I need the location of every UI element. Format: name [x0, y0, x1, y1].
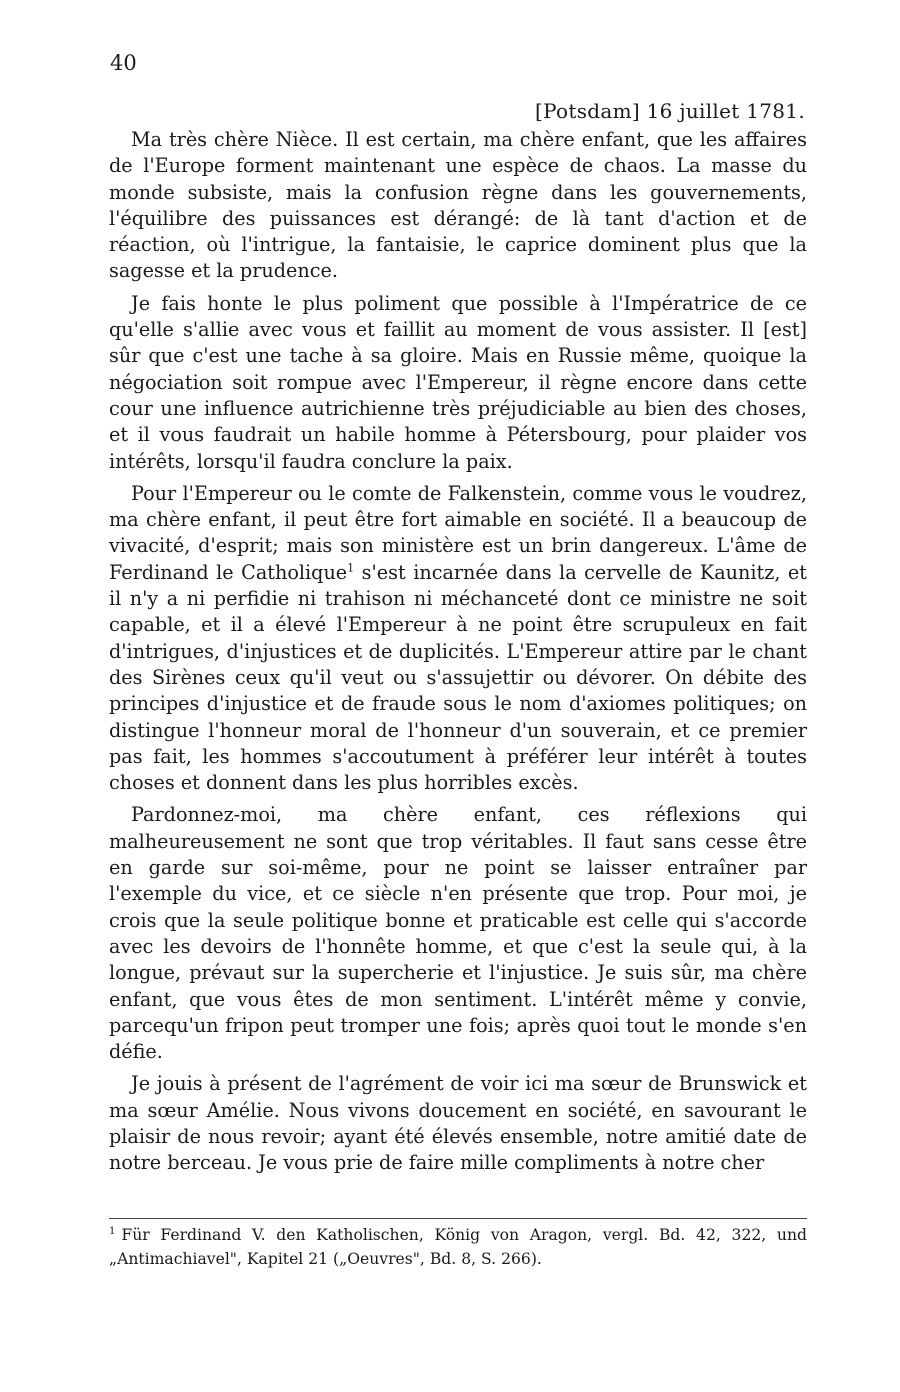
paragraph-2: Je fais honte le plus poliment que possible à l'Impératrice de ce qu'elle s'allie avec vous et faillit au moment de vous assister. Il [est] sûr que c'est une tache à sa gloire. Mais en Russie même, quoique la négociation soit rompue avec l'Empereur, il règne encore dans cette cour une influence autrichienne très préjudiciable au bien des choses, et il vous faudrait un habile homme à Pétersbourg, pour plaider vos intérêts, lorsqu'il faudra conclure la paix.: [109, 291, 807, 473]
footnote-reference-mark: 1: [347, 561, 355, 575]
footnote-divider: [109, 1218, 807, 1219]
page-number: 40: [110, 51, 137, 75]
paragraph-1: Ma très chère Nièce. Il est certain, ma chère enfant, que les affaires de l'Europe forment maintenant une espèce de chaos. La masse du monde subsiste, mais la confusion règne dans les gouvernements, l'équilibre des puissances est dérangé: de là tant d'action et de réaction, où l'intrigue, la fantaisie, le caprice dominent plus que la sagesse et la prudence.: [109, 128, 807, 283]
footnote-text: Für Ferdinand V. den Katholischen, König von Aragon, vergl. Bd. 42, 322, und „Antimachiavel", Kapitel 21 („Oeuvres", Bd. 8, S. 266).: [109, 1226, 807, 1268]
paragraph-5: Je jouis à présent de l'agrément de voir ici ma sœur de Brunswick et ma sœur Amélie. Nous vivons doucement en société, en savourant le plaisir de nous revoir; ayant été élevés ensemble, notre amitié date de notre berceau. Je vous prie de faire mille compliments à notre cher: [109, 1072, 807, 1175]
paragraph-3: [109, 481, 807, 797]
paragraph-4: Pardonnez-moi, ma chère enfant, ces réflexions qui malheureusement ne sont que trop véritables. Il faut sans cesse être en garde sur soi-même, pour ne point se laisser entraîner par l'exemple du vice, et ce siècle n'en présente que trop. Pour moi, je crois que la seule politique bonne et praticable est celle qui s'accorde avec les devoirs de l'honnête homme, et que c'est la seule qui, à la longue, prévaut sur la supercherie et l'injustice. Je suis sûr, ma chère enfant, que vous êtes de mon sentiment. L'intérêt même y convie, parcequ'un fripon peut tromper une fois; après quoi tout le monde s'en défie.: [109, 803, 807, 1064]
paragraph-3-part-1: Pour l'Empereur ou le comte de Falkenstein, comme vous le voudrez, ma chère enfant, il peut être fort aimable en société. Il a beaucoup de vivacité, d'esprit; mais son ministère est un brin dangereux. L'âme de Ferdinand le Catholique: [109, 481, 807, 584]
footnote: [109, 1223, 807, 1271]
footnote-number: 1: [109, 1225, 116, 1237]
letter-body: [109, 127, 807, 1183]
letter-dateline: [Potsdam] 16 juillet 1781.: [534, 99, 805, 123]
paragraph-3-part-2: s'est incarnée dans la cervelle de Kaunitz, et il n'y a ni perfidie ni trahison ni méchanceté dont ce ministre ne soit capable, et il a élevé l'Empereur à ne point être scrupuleux en fait d'intrigues, d'injustices et de duplicités. L'Empereur attire par le chant des Sirènes ceux qu'il veut ou s'assujettir ou dévorer. On débite des principes d'injustice et de fraude sous le nom d'axiomes politiques; on distingue l'honneur moral de l'honneur d'un souverain, et ce premier pas fait, les hommes s'accoutument à préférer leur intérêt à toutes choses et donnent dans les plus horribles excès.: [109, 560, 807, 795]
